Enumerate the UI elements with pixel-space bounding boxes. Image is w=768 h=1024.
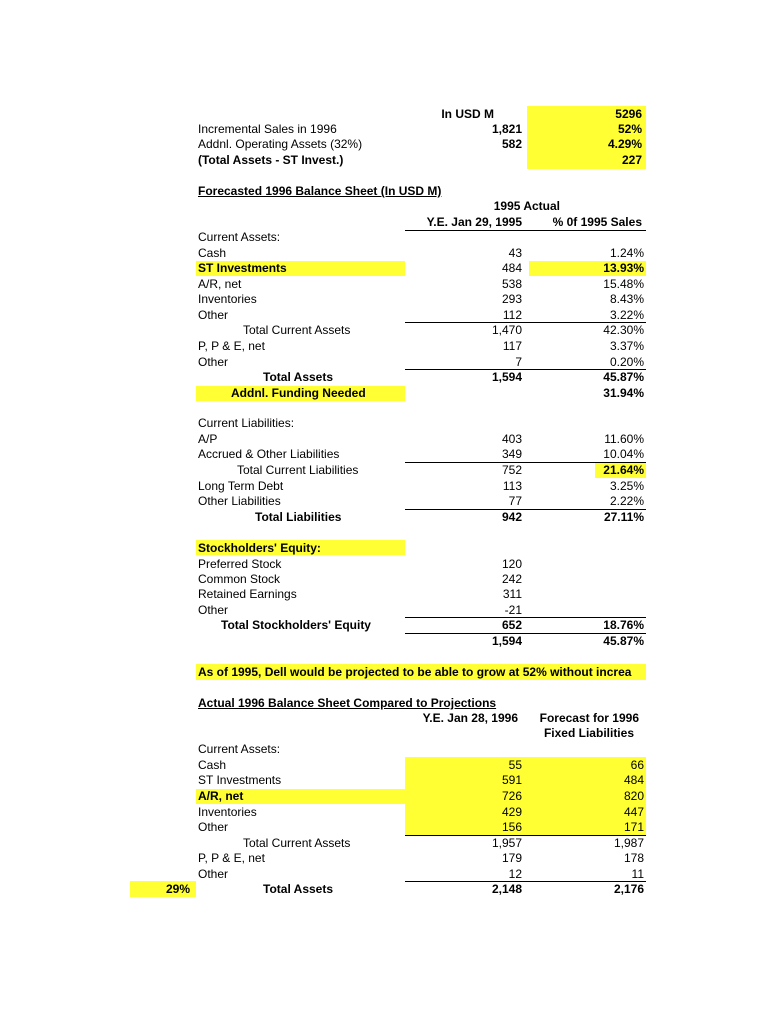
preferred-stock-label: Preferred Stock (198, 557, 282, 571)
total-liabilities-value: 942 (501, 510, 522, 524)
ap-pct: 11.60% (604, 432, 644, 446)
actual-current-assets-label: Current Assets: (198, 742, 281, 756)
actual-total-rule (405, 881, 646, 882)
other-equity-label: Other (198, 603, 229, 617)
actual-other-noncurrent-value: 12 (508, 867, 522, 881)
ap-label: A/P (198, 432, 218, 446)
other-liabilities-value: 77 (508, 494, 522, 508)
accrued-pct: 10.04% (603, 447, 644, 461)
forecast-total-assets-value: 2,176 (613, 882, 644, 896)
actual-ar-label: A/R, net (198, 789, 244, 803)
total-equity-value: 652 (501, 618, 522, 632)
st-investments-value: 484 (501, 261, 522, 275)
cash-pct: 1.24% (609, 246, 644, 260)
actual-other-noncurrent-label: Other (198, 867, 229, 881)
col-ye-1995: Y.E. Jan 29, 1995 (426, 215, 522, 229)
cash-label: Cash (198, 246, 227, 260)
highlight-actual-values (405, 757, 646, 835)
retained-earnings-label: Retained Earnings (198, 587, 297, 601)
ppe-value: 117 (502, 339, 522, 353)
other-assets-value: 112 (502, 308, 522, 322)
ap-value: 403 (501, 432, 522, 446)
actual-cash-label: Cash (198, 758, 227, 772)
accrued-value: 349 (501, 447, 522, 461)
forecast-ar-value: 820 (623, 789, 644, 803)
total-current-liab-pct: 21.64% (603, 463, 644, 477)
total-current-liab-value: 752 (501, 463, 522, 477)
actual-ppe-label: P, P & E, net (198, 851, 265, 865)
total-assets-label: Total Assets (263, 370, 334, 384)
inventories-label: Inventories (198, 292, 257, 306)
forecast-inventories-value: 447 (623, 805, 644, 819)
actual-cash-value: 55 (508, 758, 522, 772)
other-equity-value: -21 (504, 603, 522, 617)
other-assets-label: Other (198, 308, 229, 322)
actual-total-current-value: 1,957 (491, 836, 522, 850)
forecast-title: Forecasted 1996 Balance Sheet (In USD M) (198, 184, 442, 198)
total-assets-st-value: 227 (621, 153, 642, 167)
equity-header-label: Stockholders' Equity: (198, 541, 321, 555)
funding-needed-label: Addnl. Funding Needed (231, 386, 366, 400)
cash-value: 43 (508, 246, 522, 260)
ar-label: A/R, net (198, 277, 242, 291)
forecast-ppe-value: 178 (623, 851, 644, 865)
incremental-sales-label: Incremental Sales in 1996 (198, 122, 337, 136)
total-assets-st-label: (Total Assets - ST Invest.) (198, 153, 344, 167)
inventories-value: 293 (501, 292, 522, 306)
total-equity-pct: 18.76% (603, 618, 644, 632)
common-stock-value: 242 (501, 572, 522, 586)
top-value-5296: 5296 (615, 107, 642, 121)
accrued-label: Accrued & Other Liabilities (198, 447, 340, 461)
actual-other-label: Other (198, 820, 229, 834)
actual-ar-value: 726 (501, 789, 522, 803)
funding-needed-pct: 31.94% (603, 386, 644, 400)
actual-current-rule (405, 835, 646, 836)
other-liabilities-pct: 2.22% (609, 494, 644, 508)
long-term-debt-pct: 3.25% (609, 479, 644, 493)
actual-inventories-label: Inventories (198, 805, 257, 819)
forecast-st-inv-value: 484 (623, 773, 644, 787)
actual-st-inv-value: 591 (501, 773, 522, 787)
col-forecast-1996: Forecast for 1996 (539, 711, 639, 725)
actual-total-current-label: Total Current Assets (243, 836, 351, 850)
growth-rate-value: 52% (617, 122, 642, 136)
other-assets-pct: 3.22% (609, 308, 644, 322)
total-current-assets-pct: 42.30% (603, 323, 644, 337)
actual-st-inv-label: ST Investments (198, 773, 282, 787)
actual-other-value: 156 (501, 820, 522, 834)
ppe-pct: 3.37% (609, 339, 644, 353)
preferred-stock-value: 120 (501, 557, 522, 571)
total-liabilities-label: Total Liabilities (255, 510, 342, 524)
total-assets-pct: 45.87% (603, 370, 644, 384)
other-noncurrent-value: 7 (515, 355, 522, 369)
ar-pct: 15.48% (603, 277, 644, 291)
incremental-sales-value: 1,821 (491, 122, 522, 136)
grand-total-pct: 45.87% (603, 634, 644, 648)
ar-value: 538 (501, 277, 522, 291)
long-term-debt-label: Long Term Debt (198, 479, 284, 493)
forecast-cash-value: 66 (630, 758, 644, 772)
forecast-other-value: 171 (623, 820, 644, 834)
actual-total-assets-value: 2,148 (491, 882, 522, 896)
addnl-assets-value: 582 (501, 137, 522, 151)
note-clip (196, 665, 646, 680)
in-usd-header: In USD M (441, 107, 494, 121)
total-equity-label: Total Stockholders' Equity (221, 618, 371, 632)
header-underline (405, 230, 646, 231)
other-noncurrent-pct: 0.20% (609, 355, 644, 369)
header-1995-actual: 1995 Actual (493, 199, 560, 213)
st-investments-label: ST Investments (198, 261, 287, 275)
actual-inventories-value: 429 (501, 805, 522, 819)
total-current-assets-value: 1,470 (491, 323, 522, 337)
actual-ppe-value: 179 (501, 851, 522, 865)
long-term-debt-value: 113 (502, 479, 522, 493)
inventories-pct: 8.43% (609, 292, 644, 306)
actual-total-assets-label: Total Assets (263, 882, 334, 896)
total-current-liab-label: Total Current Liabilities (237, 463, 359, 477)
st-investments-pct: 13.93% (603, 261, 644, 275)
current-assets-label: Current Assets: (198, 230, 281, 244)
forecast-total-current-value: 1,987 (613, 836, 644, 850)
ppe-label: P, P & E, net (198, 339, 265, 353)
col-fixed-liabilities: Fixed Liabilities (543, 726, 634, 740)
total-liabilities-pct: 27.11% (603, 510, 644, 524)
addnl-assets-pct: 4.29% (607, 137, 642, 151)
grand-total-value: 1,594 (491, 634, 522, 648)
other-noncurrent-label: Other (198, 355, 229, 369)
side-percentage: 29% (165, 882, 190, 896)
actual-title: Actual 1996 Balance Sheet Compared to Projections (198, 696, 497, 710)
growth-note: As of 1995, Dell would be projected to be able to grow at 52% without increa (198, 665, 632, 679)
other-liabilities-label: Other Liabilities (198, 494, 281, 508)
common-stock-label: Common Stock (198, 572, 281, 586)
col-ye-1996: Y.E. Jan 28, 1996 (422, 711, 518, 725)
current-liabilities-label: Current Liabilities: (198, 416, 295, 430)
total-current-assets-label: Total Current Assets (243, 323, 351, 337)
col-pct-1995-sales: % 0f 1995 Sales (552, 215, 642, 229)
addnl-assets-label: Addnl. Operating Assets (32%) (198, 137, 363, 151)
forecast-other-noncurrent-value: 11 (631, 867, 644, 881)
retained-earnings-value: 311 (502, 587, 522, 601)
total-assets-value: 1,594 (491, 370, 522, 384)
